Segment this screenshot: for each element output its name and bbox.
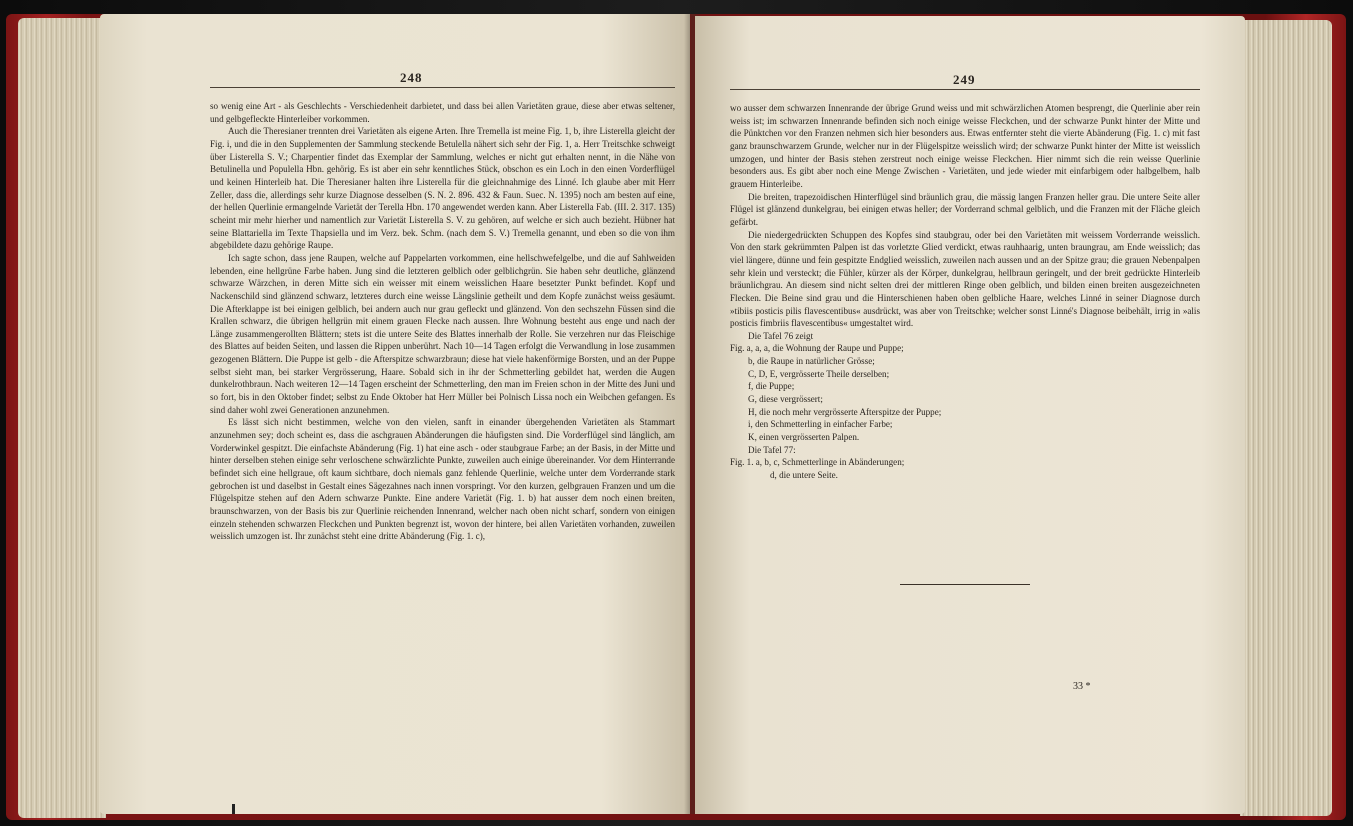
plate-heading: Die Tafel 77: [748, 444, 796, 455]
plate-entry-text: die Wohnung der Raupe und Puppe; [772, 343, 904, 354]
plate-entry [730, 456, 1200, 469]
plate-entry-label: H, [748, 406, 757, 417]
right-page-text [730, 102, 1200, 482]
plate-entry [730, 368, 1200, 381]
right-page [695, 16, 1245, 814]
plate-entry [730, 418, 1200, 431]
plate-entry-label: f, [748, 381, 754, 392]
plate-entry-label: K, [748, 432, 757, 443]
paragraph: wo ausser dem schwarzen Innenrande der übrige Grund weiss und mit schwärzlichen Atomen besprengt, die Querlinie aber rein weiss ist; im schwarzen Innenrande befinden sich noch einige weisse Fleckchen, und der schwarze Punkt hinter der Mitte und die Pünktchen vor den Franzen nehmen sich hier besonders aus. Etwas entfernter steht die vierte Abänderung (Fig. 1. c) mit fast ganz braunschwarzem Grunde, welcher nur in der Flügelspitze weisslich wird; der schwarze Punkt hinter der Mitte ist weisslich umzogen, und hinter der Basis stehen zerstreut noch einige weisse Fleckchen. Hier nimmt sich die rein weisse Querlinie besonders aus. Es gibt aber noch eine Menge Zwischen - Varietäten, und jede wieder mit einfarbigem oder halbgelbem, halb grauem Hinterleibe. [730, 103, 1200, 189]
plate-entry-text: Schmetterlinge in Abänderungen; [782, 457, 905, 468]
plate-entry-text: die Raupe in natürlicher Grösse; [757, 356, 875, 367]
left-page-text [210, 100, 675, 543]
plate-entry-text: die untere Seite. [779, 470, 838, 481]
header-rule-left [210, 87, 675, 88]
end-rule [900, 584, 1030, 585]
paragraph: Auch die Theresianer trennten drei Varietäten als eigene Arten. Ihre Tremella ist meine Fig. 1, b, ihre Listerella gleicht der Fig. i, und die in den Supplementen der Sammlung steckende Betulella nähert sich sehr der Fig. 1, a. Herr Treitschke schweigt über Listerella S. V.; Charpentier findet das Exemplar der Sammlung, welches er nicht gut erhalten nennt, in die Nähe von Betulinella und Populella Hbn. gehörig. Es ist aber ein sehr kenntliches Stück, obschon es ein Loch in den einen Vorderflügel und keinen Hinterleib hat. Die Theresianer halten ihre Listerella für die gleichnahmige des Linné. Ich glaube aber mit Herr Zeller, dass die, allerdings sehr kurze Diagnose desselben (S. N. 2. 896. 432 & Faun. Suec. N. 1395) noch am besten auf eine, der hellen Querlinie ermangelnde Varietät der Terella Hbn. 170 angewendet werden kann. Aber Listerella Fab. (III. 2. 317. 135) scheint mir mehr hierher und namentlich zur Varietät Listerella S. V. zu gehören, auf welche er sich auch bezieht. Hübner hat seine Blattariella im Texte Thapsiella und im Verz. bek. Schm. (nach dem S. V.) Tremella genannt, und eben so die von ihm abgebildete dazu gehörige Raupe. [210, 126, 675, 251]
plate-entry-text: einen vergrösserten Palpen. [759, 432, 860, 443]
paragraph: Die niedergedrückten Schuppen des Kopfes sind staubgrau, oder bei den Varietäten mit weissem Vorderrande weisslich. Von den stark gekrümmten Palpen ist das vorletzte Glied verdickt, etwas rauhhaarig, unten braungrau, am Ende weisslich; das viel längere, dünne und fein gespitzte Endglied weisslich, zuweilen nach aussen und an der Spitze grau; die grauen Nebenpalpen sehr klein und versteckt; die Fühler, kürzer als der Körper, dunkelgrau, hellbraun geringelt, und der breit gedrückte Hinterleib bräunlichgrau. An diesem sind nicht selten drei der mittleren Ringe oben gelblich, und bilden einen breiten ausgezeichneten Flecken. Die Beine sind grau und die Hinterschienen haben oben gelbliche Haare, welches Linné in seiner Diagnose durch »tibiis posticis pilis flavescentibus« ausdrückt, was aber von Treitschke; welcher sonst Linné's Diagnose beibehält, irrig in »alis posticis fimbriis flavescentibus« umgestaltet wird. [730, 229, 1200, 329]
paragraph: so wenig eine Art - als Geschlechts - Verschiedenheit darbietet, und dass bei allen Varietäten graue, diese aber etwas seltener, und gelbgefleckte Hinterleiber vorkommen. [210, 101, 675, 124]
plate-entry [730, 406, 1200, 419]
paragraph: Es lässt sich nicht bestimmen, welche von den vielen, sanft in einander übergehenden Varietäten als Stammart anzunehmen sey; doch scheint es, dass die aschgrauen Abänderungen die häufigsten sind. Die Vorderflügel sind länglich, am Vorderwinkel gespitzt. Die einfachste Abänderung (Fig. 1) hat eine asch - oder staubgraue Farbe; an der Basis, in der Mitte und hinter derselben stehen einige sehr verloschene schwärzlichte Punkte, zuweilen auch einige übereinander. Vor dem Hinterrande befindet sich eine hellgraue, oft kaum sichtbare, doch niemals ganz fehlende Querlinie, welche unter dem Vorderrande stark gebrochen ist und daselbst in Gestalt eines Sägezahnes nach innen vorspringt. Vor den kurzen, gelbgrauen Franzen und um die Flügelspitze stehen auf den Adern schwarze Punkte. Eine andere Varietät (Fig. 1. b) hat ausser dem noch einen breiten, braunschwarzen, von der Basis bis zur Querlinie reichenden Innenrand, welcher nach oben nicht scharf, sondern von einigen einzeln stehenden schwarzen Fleckchen und Punkten begrenzt ist, wovon der hintere, bei allen Varietäten vorhanden, zuweilen weisslich umzogen ist. Ihr zunächst steht eine dritte Abänderung (Fig. 1. c), [210, 417, 675, 542]
plate-entry-label: C, D, E, [748, 368, 778, 379]
plate-entry-label: b, [748, 356, 755, 367]
plate-entry [730, 393, 1200, 406]
page-number-right: 249 [953, 72, 976, 87]
plate-entry [730, 342, 1200, 355]
left-page [100, 14, 690, 814]
plate-entry-text: die noch mehr vergrösserte Afterspitze der Puppe; [759, 406, 942, 417]
plate-entry-label: i, [748, 419, 753, 430]
plate-entry-text: den Schmetterling in einfacher Farbe; [755, 419, 893, 430]
page-edges-left [18, 18, 106, 818]
plate-entry-text: vergrösserte Theile derselben; [779, 368, 890, 379]
plate-entry-text: diese vergrössert; [759, 394, 823, 405]
paragraph: Die breiten, trapezoidischen Hinterflügel sind bräunlich grau, die mässig langen Franzen heller grau. Die untere Seite aller Flügel ist glänzend dunkelgrau, bei einigen etwas heller; der Vorderrand schmal gelblich, und die Franzen mit der Fläche gleich gefärbt. [730, 191, 1200, 227]
paragraph: Ich sagte schon, dass jene Raupen, welche auf Pappelarten vorkommen, eine hellschwefelgelbe, und die auf Sahlweiden lebenden, eine hellgrüne Farbe haben. Jung sind die letzteren gelblich oder gelblichgrün. Sie haben sehr deutliche, glänzend schwarze Wärzchen, in deren Mitte sich ein weisser mit einem weisslichen Haare besetzter Punkt befindet. Kopf und Nackenschild sind glänzend schwarz, letzteres durch eine weisse Längslinie getheilt und dem Kopfe zunächst weiss gesäumt. Die Afterklappe ist bei einigen gelblich, bei andern auch nur grau gefleckt und glänzend. Von den sechszehn Füssen sind die Krallen schwarz, die übrigen hellgrün mit einem grauen Flecke nach aussen. Ihre Wohnung besteht aus enge und nach der Länge zusammengerollten Blättern; stets ist die untere Seite des Blattes innerhalb der Rolle. Sie verzehren nur das Fleischige des Blattes auf beiden Seiten, und lassen die Rippen unberührt. Nach 10—14 Tagen erfolgt die Verwandlung in lose zusammen gezogenen Blättern. Die Puppe ist gelb - die Afterspitze schwarzbraun; diese hat viele hakenförmige Borsten, und an der Puppe selbst sieht man, bei starker Vergrösserung, Haare. Sobald sich in ihr der Schmetterling gebildet hat, werden die Augen dunkelrothbraun. Nach weiteren 12—14 Tagen erscheint der Schmetterling, den man im Freien schon in der Mitte des Juni und so fort, bis in den Oktober findet; selbst zu Ende Oktober hat Herr Müller bei Polnisch Lissa noch ein Weibchen gefangen. Es sind daher wohl zwei Generationen anzunehmen. [210, 252, 675, 415]
header-rule-right [730, 89, 1200, 90]
plate-entry [730, 431, 1200, 444]
plate-entry [730, 469, 1200, 482]
plate-entry [730, 380, 1200, 393]
plate-entry-label: Fig. a, a, a, [730, 343, 771, 354]
plate-entry-label: d, [770, 470, 777, 481]
signature-mark: 33 * [1073, 681, 1091, 692]
plate-entry [730, 355, 1200, 368]
bookmark-ribbon [232, 804, 235, 814]
page-number-left: 248 [400, 70, 423, 85]
plate-heading: Die Tafel 76 zeigt [748, 330, 814, 341]
plate-entry-label: G, [748, 394, 757, 405]
page-edges-right [1240, 20, 1332, 816]
plate-entry-text: die Puppe; [755, 381, 795, 392]
plate-entry-label: Fig. 1. a, b, c, [730, 457, 780, 468]
